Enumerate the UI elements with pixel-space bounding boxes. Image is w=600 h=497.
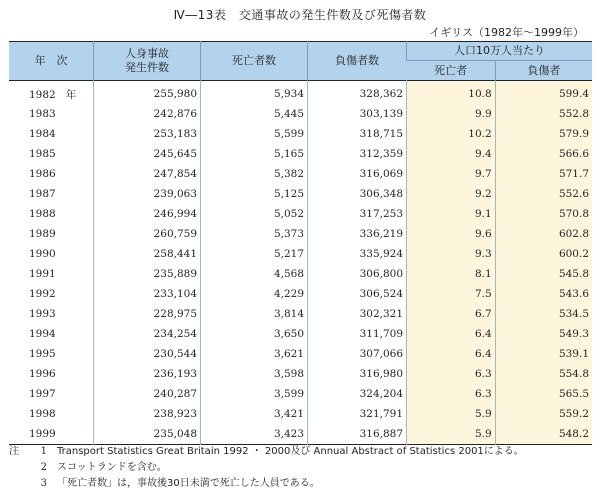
header-accidents-line: 人身事故 — [125, 47, 169, 60]
cell-death-rate: 6.4 — [407, 344, 496, 364]
cell-deaths: 5,373 — [201, 224, 308, 244]
cell-injury-rate: 566.6 — [495, 144, 592, 164]
cell-injury-rate: 552.8 — [495, 104, 592, 124]
year-value: 1986 — [29, 168, 56, 180]
cell-accidents: 236,193 — [94, 364, 201, 384]
table-row — [9, 264, 592, 284]
cell-injury-rate: 548.2 — [495, 424, 592, 445]
year-value: 1990 — [29, 248, 56, 260]
cell-injury-rate: 570.8 — [495, 204, 592, 224]
table-body — [9, 81, 592, 445]
cell-injury-rate: 554.8 — [495, 364, 592, 384]
footnote-number: 3 — [40, 478, 47, 489]
cell-accidents: 246,994 — [94, 204, 201, 224]
footnote — [9, 476, 524, 492]
year-value: 1999 — [29, 428, 56, 440]
cell-accidents: 233,104 — [94, 284, 201, 304]
cell-death-rate: 9.1 — [407, 204, 496, 224]
cell-death-rate: 9.3 — [407, 244, 496, 264]
table-row — [9, 344, 592, 364]
cell-deaths: 3,814 — [201, 304, 308, 324]
table-row — [9, 304, 592, 324]
header-accidents — [94, 42, 201, 81]
year-value: 1996 — [29, 368, 56, 380]
footnote-number: 2 — [40, 462, 47, 473]
cell-injuries: 306,348 — [308, 184, 407, 204]
cell-death-rate: 6.3 — [407, 364, 496, 384]
cell-injury-rate: 565.5 — [495, 384, 592, 404]
cell-accidents: 240,287 — [94, 384, 201, 404]
footnote-text: 「死亡者数」は，事故後30日未満で死亡した人員である。 — [57, 478, 320, 489]
cell-deaths: 3,599 — [201, 384, 308, 404]
cell-deaths: 5,125 — [201, 184, 308, 204]
cell-deaths: 5,165 — [201, 144, 308, 164]
year-value: 1998 — [29, 408, 56, 420]
cell-year — [9, 424, 94, 445]
header-accidents-line: 発生件数 — [125, 61, 169, 74]
cell-year — [9, 284, 94, 304]
cell-injuries: 307,066 — [308, 344, 407, 364]
cell-deaths: 5,934 — [201, 81, 308, 105]
cell-accidents: 239,063 — [94, 184, 201, 204]
cell-injuries: 318,715 — [308, 124, 407, 144]
cell-injuries: 306,524 — [308, 284, 407, 304]
cell-injuries: 316,980 — [308, 364, 407, 384]
footnote — [9, 460, 524, 476]
table-row — [9, 284, 592, 304]
cell-injuries: 306,800 — [308, 264, 407, 284]
footnote-text: Transport Statistics Great Britain 1992 ・ 2000及び Annual Abstract of Statistics 2001による。 — [57, 446, 524, 457]
cell-death-rate: 5.9 — [407, 404, 496, 424]
cell-deaths: 3,423 — [201, 424, 308, 445]
cell-injury-rate: 545.8 — [495, 264, 592, 284]
cell-deaths: 4,568 — [201, 264, 308, 284]
table-row — [9, 81, 592, 105]
cell-deaths: 3,421 — [201, 404, 308, 424]
year-value: 1992 — [29, 288, 56, 300]
cell-year — [9, 224, 94, 244]
cell-death-rate: 8.1 — [407, 264, 496, 284]
cell-injury-rate: 549.3 — [495, 324, 592, 344]
cell-accidents: 228,975 — [94, 304, 201, 324]
cell-year — [9, 244, 94, 264]
cell-accidents: 242,876 — [94, 104, 201, 124]
cell-accidents: 258,441 — [94, 244, 201, 264]
header-death-rate: 死亡者 — [407, 61, 496, 81]
cell-deaths: 5,445 — [201, 104, 308, 124]
cell-accidents: 235,048 — [94, 424, 201, 445]
cell-deaths: 3,650 — [201, 324, 308, 344]
cell-deaths: 3,598 — [201, 364, 308, 384]
cell-year — [9, 81, 94, 105]
year-value: 1988 — [29, 208, 56, 220]
cell-death-rate: 9.2 — [407, 184, 496, 204]
table-title: Ⅳ―13表 交通事故の発生件数及び死傷者数 — [173, 8, 427, 22]
year-value: 1989 — [29, 228, 56, 240]
cell-year — [9, 104, 94, 124]
cell-injuries: 311,709 — [308, 324, 407, 344]
cell-injury-rate: 599.4 — [495, 81, 592, 105]
year-value: 1985 — [29, 148, 56, 160]
cell-accidents: 247,854 — [94, 164, 201, 184]
footnote-lead: 注 — [9, 446, 19, 457]
footnotes — [9, 444, 524, 492]
year-value: 1982 — [29, 88, 56, 101]
cell-deaths: 4,229 — [201, 284, 308, 304]
cell-year — [9, 204, 94, 224]
cell-year — [9, 184, 94, 204]
cell-injuries: 316,887 — [308, 424, 407, 445]
table-row — [9, 324, 592, 344]
cell-accidents: 253,183 — [94, 124, 201, 144]
cell-deaths: 5,217 — [201, 244, 308, 264]
cell-accidents: 260,759 — [94, 224, 201, 244]
cell-injury-rate: 543.6 — [495, 284, 592, 304]
cell-year — [9, 384, 94, 404]
header-injury-rate: 負傷者 — [495, 61, 592, 81]
header-per-100k: 人口10万人当たり — [407, 42, 593, 61]
table-row — [9, 164, 592, 184]
cell-injuries: 335,924 — [308, 244, 407, 264]
cell-deaths: 5,052 — [201, 204, 308, 224]
header-year: 年 次 — [9, 42, 94, 81]
cell-injury-rate: 600.2 — [495, 244, 592, 264]
cell-accidents: 255,980 — [94, 81, 201, 105]
cell-death-rate: 9.4 — [407, 144, 496, 164]
year-suffix: 年 — [65, 88, 77, 101]
footnote — [9, 444, 524, 460]
year-value: 1987 — [29, 188, 56, 200]
cell-death-rate: 9.9 — [407, 104, 496, 124]
cell-accidents: 235,889 — [94, 264, 201, 284]
cell-year — [9, 304, 94, 324]
table-row — [9, 124, 592, 144]
cell-injuries: 328,362 — [308, 81, 407, 105]
cell-injuries: 324,204 — [308, 384, 407, 404]
cell-injury-rate: 552.6 — [495, 184, 592, 204]
header-injuries: 負傷者数 — [308, 42, 407, 81]
table-subtitle: イギリス（1982年～1999年） — [429, 26, 584, 39]
cell-death-rate: 6.3 — [407, 384, 496, 404]
cell-death-rate: 6.4 — [407, 324, 496, 344]
table-row — [9, 364, 592, 384]
year-value: 1997 — [29, 388, 56, 400]
table-row — [9, 424, 592, 445]
cell-accidents: 245,645 — [94, 144, 201, 164]
cell-injuries: 312,359 — [308, 144, 407, 164]
year-value: 1993 — [29, 308, 56, 320]
cell-year — [9, 344, 94, 364]
cell-injuries: 321,791 — [308, 404, 407, 424]
table-row — [9, 184, 592, 204]
year-value: 1984 — [29, 128, 56, 140]
cell-accidents: 238,923 — [94, 404, 201, 424]
year-value: 1991 — [29, 268, 56, 280]
table-row — [9, 204, 592, 224]
header-deaths: 死亡者数 — [201, 42, 308, 81]
header-accidents-label — [125, 47, 169, 74]
cell-injury-rate: 579.9 — [495, 124, 592, 144]
cell-accidents: 234,254 — [94, 324, 201, 344]
cell-death-rate: 9.7 — [407, 164, 496, 184]
cell-year — [9, 124, 94, 144]
table-row — [9, 384, 592, 404]
cell-injuries: 303,139 — [308, 104, 407, 124]
cell-injuries: 302,321 — [308, 304, 407, 324]
cell-deaths: 5,599 — [201, 124, 308, 144]
table-row — [9, 404, 592, 424]
cell-injury-rate: 602.8 — [495, 224, 592, 244]
cell-death-rate: 6.7 — [407, 304, 496, 324]
cell-deaths: 5,382 — [201, 164, 308, 184]
cell-death-rate: 10.2 — [407, 124, 496, 144]
cell-injury-rate: 559.2 — [495, 404, 592, 424]
cell-injuries: 336,219 — [308, 224, 407, 244]
cell-year — [9, 264, 94, 284]
table-row — [9, 104, 592, 124]
cell-year — [9, 324, 94, 344]
cell-death-rate: 10.8 — [407, 81, 496, 105]
cell-injury-rate: 539.1 — [495, 344, 592, 364]
footnote-text: スコットランドを含む。 — [57, 462, 167, 473]
year-value: 1995 — [29, 348, 56, 360]
cell-death-rate: 9.6 — [407, 224, 496, 244]
cell-injuries: 316,069 — [308, 164, 407, 184]
cell-death-rate: 5.9 — [407, 424, 496, 445]
table-row — [9, 224, 592, 244]
cell-death-rate: 7.5 — [407, 284, 496, 304]
table-row — [9, 144, 592, 164]
footnote-number: 1 — [40, 446, 47, 457]
statistics-table — [9, 41, 592, 445]
cell-injury-rate: 571.7 — [495, 164, 592, 184]
cell-injury-rate: 534.5 — [495, 304, 592, 324]
cell-accidents: 230,544 — [94, 344, 201, 364]
cell-deaths: 3,621 — [201, 344, 308, 364]
year-value: 1983 — [29, 108, 56, 120]
cell-year — [9, 144, 94, 164]
year-value: 1994 — [29, 328, 56, 340]
table-header — [9, 42, 592, 81]
cell-year — [9, 364, 94, 384]
cell-injuries: 317,253 — [308, 204, 407, 224]
cell-year — [9, 404, 94, 424]
table-row — [9, 244, 592, 264]
cell-year — [9, 164, 94, 184]
